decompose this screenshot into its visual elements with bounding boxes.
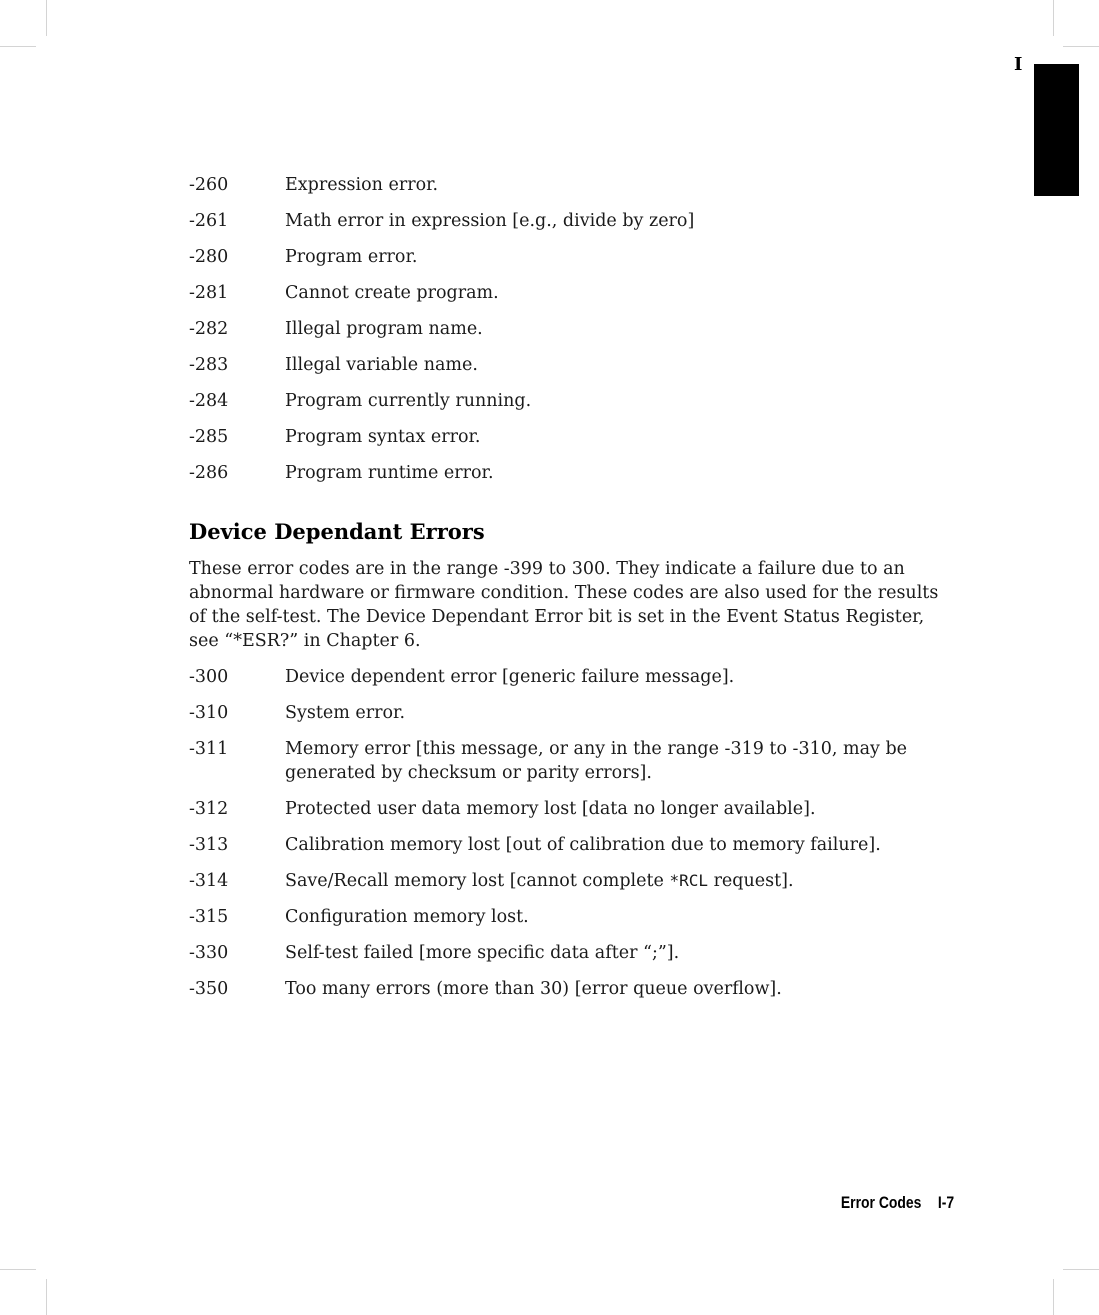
error-description: Device dependent error [generic failure message]. bbox=[285, 667, 735, 687]
chapter-tab-letter: I bbox=[1014, 54, 1023, 75]
error-description: Configuration memory lost. bbox=[285, 907, 529, 927]
error-list-program bbox=[189, 173, 949, 497]
error-description: Expression error. bbox=[285, 175, 439, 195]
error-code: -280 bbox=[189, 247, 229, 267]
error-description: Illegal variable name. bbox=[285, 355, 478, 375]
error-description: Calibration memory lost [out of calibration due to memory failure]. bbox=[285, 835, 881, 855]
error-code: -283 bbox=[189, 355, 229, 375]
error-description: System error. bbox=[285, 703, 406, 723]
error-code: -314 bbox=[189, 871, 229, 891]
error-code: -260 bbox=[189, 175, 229, 195]
error-code: -310 bbox=[189, 703, 229, 723]
error-description: Too many errors (more than 30) [error queue overflow]. bbox=[285, 979, 782, 999]
list-item bbox=[189, 281, 949, 305]
crop-mark bbox=[1053, 0, 1054, 36]
list-item bbox=[189, 797, 949, 821]
list-item bbox=[189, 701, 949, 725]
error-code: -315 bbox=[189, 907, 229, 927]
crop-mark bbox=[0, 46, 36, 47]
chapter-tab-marker bbox=[1034, 64, 1079, 196]
page-footer bbox=[841, 1193, 954, 1213]
error-description: Program runtime error. bbox=[285, 463, 494, 483]
page-number: I-7 bbox=[937, 1193, 954, 1212]
error-code: -281 bbox=[189, 283, 229, 303]
error-description: Program error. bbox=[285, 247, 418, 267]
error-description: Cannot create program. bbox=[285, 283, 499, 303]
error-code: -282 bbox=[189, 319, 229, 339]
list-item bbox=[189, 977, 949, 1001]
error-code: -311 bbox=[189, 739, 229, 759]
section-paragraph: These error codes are in the range -399 to 300. They indicate a failure due to an abnormal hardware or firmware condition. These codes are also used for the results of the self-test. The Device Dependant Error bit is set in the Event Status Register, see “*ESR?” in Chapter 6. bbox=[189, 559, 939, 651]
crop-mark bbox=[46, 0, 47, 36]
section-heading: Device Dependant Errors bbox=[189, 519, 485, 544]
list-item bbox=[189, 173, 949, 197]
error-code: -286 bbox=[189, 463, 229, 483]
error-code: -261 bbox=[189, 211, 229, 231]
error-code: -312 bbox=[189, 799, 229, 819]
crop-mark bbox=[1063, 46, 1099, 47]
list-item bbox=[189, 353, 949, 377]
description-text: Save/Recall memory lost [cannot complete bbox=[285, 871, 670, 891]
error-description: Illegal program name. bbox=[285, 319, 483, 339]
list-item bbox=[189, 209, 949, 233]
error-code: -330 bbox=[189, 943, 229, 963]
error-description: Self-test failed [more specific data after “;”]. bbox=[285, 943, 680, 963]
error-description: Program syntax error. bbox=[285, 427, 481, 447]
error-description bbox=[285, 869, 949, 893]
list-item bbox=[189, 869, 949, 893]
footer-section-title: Error Codes bbox=[840, 1193, 922, 1212]
error-description: Program currently running. bbox=[285, 391, 532, 411]
crop-mark bbox=[1063, 1269, 1099, 1270]
crop-mark bbox=[46, 1279, 47, 1315]
crop-mark bbox=[1053, 1279, 1054, 1315]
list-item bbox=[189, 389, 949, 413]
list-item bbox=[189, 425, 949, 449]
error-code: -284 bbox=[189, 391, 229, 411]
description-text: request]. bbox=[708, 871, 794, 891]
list-item bbox=[189, 665, 949, 689]
list-item bbox=[189, 317, 949, 341]
list-item bbox=[189, 905, 949, 929]
error-code: -313 bbox=[189, 835, 229, 855]
error-description: Protected user data memory lost [data no longer available]. bbox=[285, 799, 816, 819]
error-code: -300 bbox=[189, 667, 229, 687]
command-code: *RCL bbox=[669, 871, 708, 890]
error-code: -285 bbox=[189, 427, 229, 447]
crop-mark bbox=[0, 1269, 36, 1270]
error-description: Memory error [this message, or any in the range -319 to -310, may be generated by checksum or parity errors]. bbox=[285, 739, 908, 783]
error-description: Math error in expression [e.g., divide by zero] bbox=[285, 211, 695, 231]
list-item bbox=[189, 737, 949, 785]
list-item bbox=[189, 833, 949, 857]
error-code: -350 bbox=[189, 979, 229, 999]
list-item bbox=[189, 941, 949, 965]
list-item bbox=[189, 245, 949, 269]
list-item bbox=[189, 461, 949, 485]
error-list-device bbox=[189, 665, 949, 1013]
